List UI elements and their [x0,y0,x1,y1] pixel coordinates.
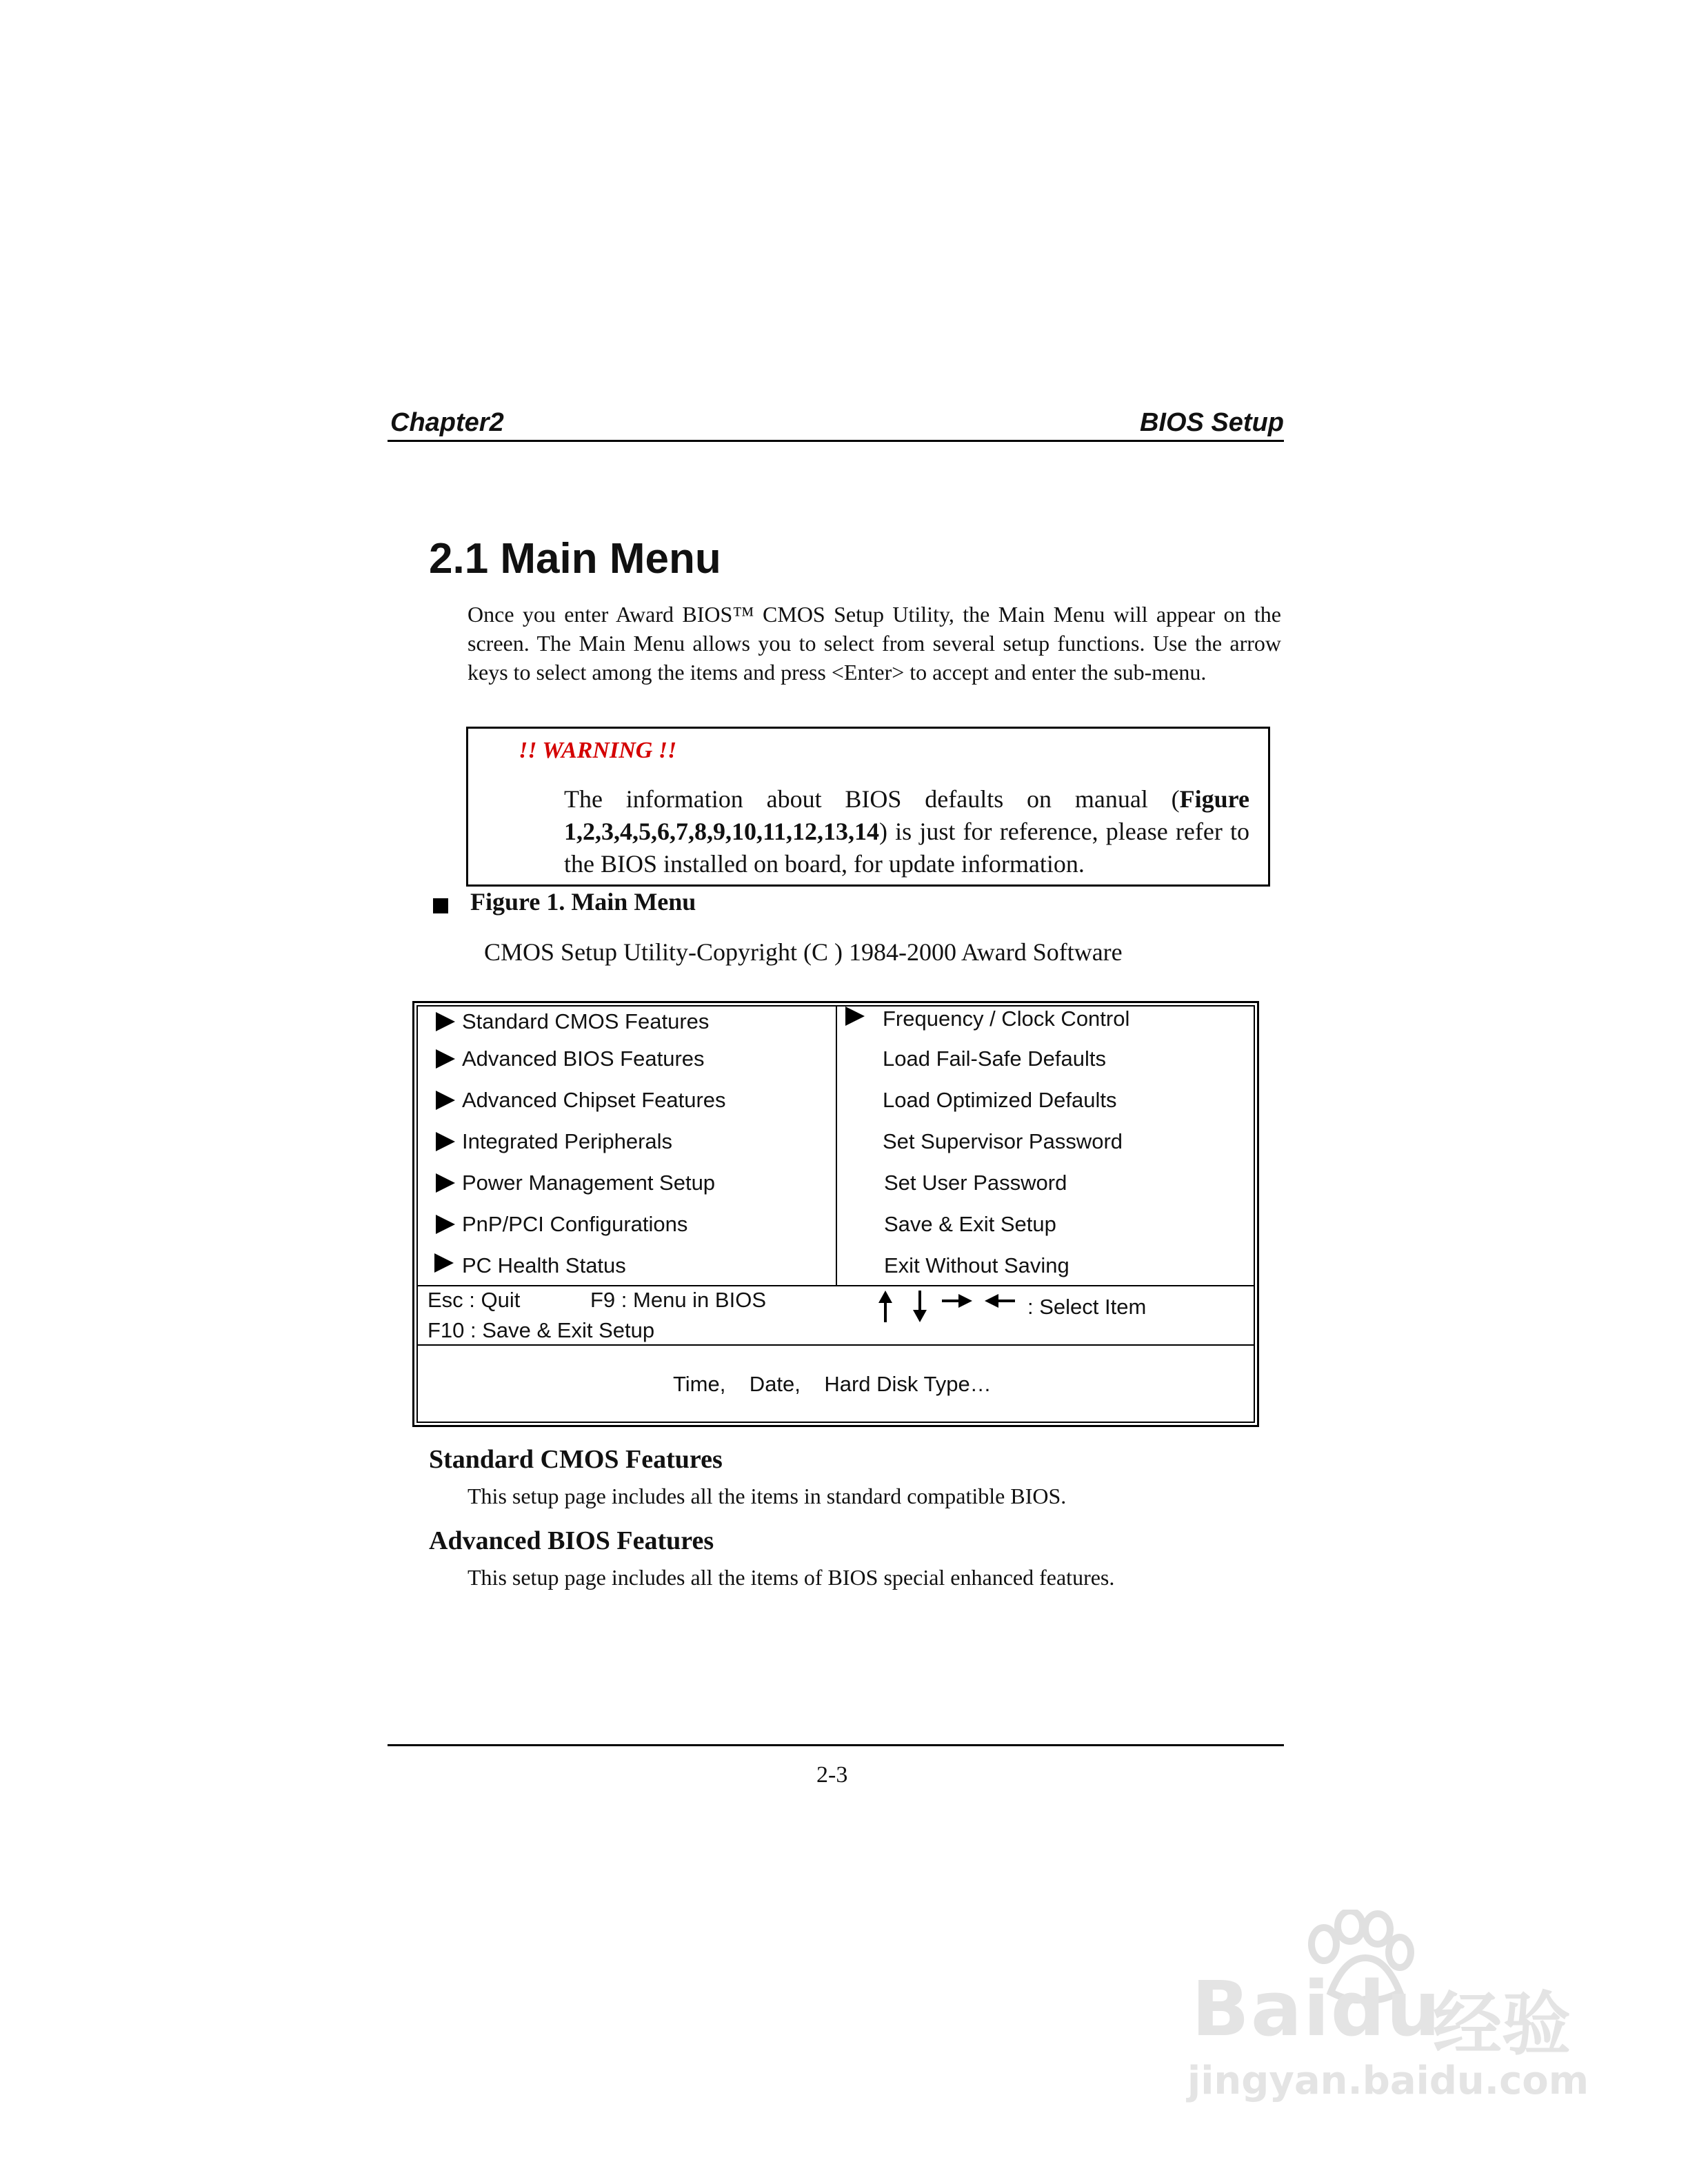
menu-item-load-optimized[interactable]: Load Optimized Defaults [883,1088,1117,1112]
help-line: Time, Date, Hard Disk Type… [673,1372,992,1396]
section-text-standard-cmos: This setup page includes all the items in standard compatible BIOS. [468,1484,1067,1508]
menu-item-advanced-bios[interactable]: Advanced BIOS Features [462,1046,705,1071]
arrow-left-icon [985,1293,1015,1308]
section-title-advanced-bios: Advanced BIOS Features [429,1526,714,1555]
footer-rule [388,1744,1284,1746]
watermark-brand: Baidu [1192,1965,1442,2053]
warning-text-after: ) is just for reference, please refer to the BIOS installed on board, for update information. [564,818,1249,878]
key-f9-menu: F9 : Menu in BIOS [590,1288,766,1312]
menu-item-exit-without-saving[interactable]: Exit Without Saving [884,1253,1069,1277]
submenu-arrow-icon [434,1253,454,1273]
submenu-arrow-icon [436,1091,455,1110]
bios-keys-divider [416,1285,1255,1286]
menu-item-set-supervisor-password[interactable]: Set Supervisor Password [883,1129,1123,1153]
menu-item-set-user-password[interactable]: Set User Password [884,1171,1067,1195]
key-f10-save-exit: F10 : Save & Exit Setup [428,1318,655,1342]
arrow-right-icon [942,1293,972,1308]
warning-text-before: The information about BIOS defaults on manual ( [564,785,1180,813]
watermark-cn: 经验 [1433,1984,1571,2065]
menu-item-integrated-peripherals[interactable]: Integrated Peripherals [462,1129,673,1153]
watermark-url: jingyan.baidu.com [1187,2059,1589,2103]
intro-paragraph: Once you enter Award BIOS™ CMOS Setup Utility, the Main Menu will appear on the screen. The Main Menu allows you to select from several setup functions. Use the arrow keys to select among the items and press <Enter> to accept and enter the sub-menu. [468,602,1281,685]
menu-item-load-failsafe[interactable]: Load Fail-Safe Defaults [883,1046,1106,1071]
square-bullet-icon [433,898,448,913]
submenu-arrow-icon [845,1007,865,1026]
bios-help-divider [416,1344,1255,1346]
section-text-advanced-bios: This setup page includes all the items of BIOS special enhanced features. [468,1565,1115,1590]
warning-title: !! WARNING !! [519,738,677,763]
page-number: 2-3 [816,1762,848,1788]
submenu-arrow-icon [436,1012,455,1031]
section-title-standard-cmos: Standard CMOS Features [429,1445,723,1474]
submenu-arrow-icon [436,1049,455,1069]
header-rule [388,440,1284,442]
arrow-down-icon [912,1291,928,1322]
submenu-arrow-icon [436,1215,455,1234]
page-title: 2.1 Main Menu [429,535,721,583]
running-header-section: BIOS Setup [1139,408,1284,437]
menu-item-advanced-chipset[interactable]: Advanced Chipset Features [462,1088,726,1112]
cmos-utility-title: CMOS Setup Utility-Copyright (C ) 1984-2000 Award Software [484,938,1123,966]
menu-item-frequency-clock[interactable]: Frequency / Clock Control [883,1007,1130,1031]
warning-text [564,783,1249,880]
menu-item-pnp-pci[interactable]: PnP/PCI Configurations [462,1212,688,1236]
arrow-up-icon [877,1291,894,1322]
menu-item-power-management[interactable]: Power Management Setup [462,1171,716,1195]
warning-figure-refs: Figure 1,2,3,4,5,6,7,8,9,10,11,12,13,14 [564,785,1249,845]
running-header-chapter: Chapter2 [390,408,504,437]
key-select-item: : Select Item [1027,1295,1147,1319]
submenu-arrow-icon [436,1173,455,1193]
menu-item-standard-cmos[interactable]: Standard CMOS Features [462,1009,710,1033]
submenu-arrow-icon [436,1132,455,1151]
menu-item-save-exit[interactable]: Save & Exit Setup [884,1212,1056,1236]
menu-item-pc-health[interactable]: PC Health Status [462,1253,626,1277]
figure-caption: Figure 1. Main Menu [470,888,696,916]
key-esc-quit: Esc : Quit [428,1288,521,1312]
bios-column-divider [836,1005,837,1285]
